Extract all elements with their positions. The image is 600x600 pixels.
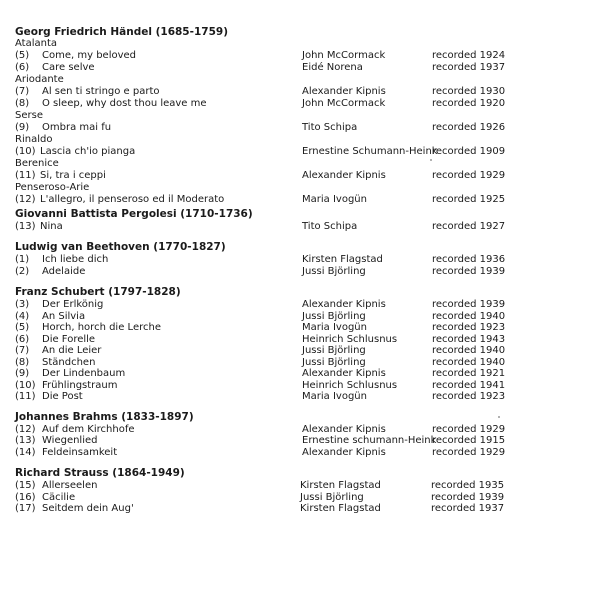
opera-label: Ariodante (15, 74, 64, 85)
track-recorded: recorded 1937 (432, 62, 506, 73)
opera-label: Penseroso-Arie (15, 182, 90, 193)
track-number: (16) (15, 492, 36, 503)
track-title: Adelaide (42, 266, 86, 277)
track-recorded: recorded 1929 (432, 424, 506, 435)
track-row (0, 50, 600, 62)
track-recorded: recorded 1929 (432, 447, 506, 458)
track-title: Nina (40, 221, 63, 232)
track-title: Si, tra i ceppi (40, 170, 106, 181)
track-recorded: recorded 1939 (432, 299, 506, 310)
track-title: Care selve (42, 62, 95, 73)
track-title: Ombra mai fu (42, 122, 112, 133)
track-recorded: recorded 1930 (432, 86, 506, 97)
track-row (0, 345, 600, 357)
track-singer: John McCormack (302, 50, 386, 61)
opera-label: Rinaldo (15, 134, 53, 145)
track-recorded: recorded 1940 (432, 357, 506, 368)
track-title: Der Erlkönig (42, 299, 104, 310)
track-number: (8) (15, 98, 30, 109)
track-title: Wiegenlied (42, 435, 98, 446)
track-recorded: recorded 1929 (432, 170, 506, 181)
track-singer: Heinrich Schlusnus (302, 334, 398, 345)
track-number: (1) (15, 254, 30, 265)
track-recorded: recorded 1939 (432, 266, 506, 277)
track-number: (11) (15, 170, 36, 181)
track-singer: Jussi Björling (300, 492, 364, 503)
track-singer: Alexander Kipnis (302, 447, 386, 458)
track-recorded: recorded 1935 (431, 480, 505, 491)
track-number: (7) (15, 86, 30, 97)
track-number: (2) (15, 266, 30, 277)
track-title: Die Forelle (42, 334, 96, 345)
track-recorded: recorded 1940 (432, 345, 506, 356)
track-singer: Ernestine schumann-Heink (302, 435, 437, 446)
composer-heading: Giovanni Battista Pergolesi (1710-1736) (15, 208, 253, 220)
track-singer: Ernestine Schumann-Heink (302, 146, 438, 157)
track-recorded: recorded 1920 (432, 98, 506, 109)
track-number: (5) (15, 50, 30, 61)
track-singer: Eidé Norena (302, 62, 363, 73)
track-number: (9) (15, 122, 30, 133)
track-title: Al sen ti stringo e parto (42, 86, 160, 97)
track-singer: John McCormack (302, 98, 386, 109)
track-recorded: recorded 1939 (431, 492, 505, 503)
track-recorded: recorded 1921 (432, 368, 506, 379)
track-title: Ständchen (42, 357, 96, 368)
track-number: (6) (15, 62, 30, 73)
track-row (0, 86, 600, 98)
track-title: Feldeinsamkeit (42, 447, 118, 458)
track-title: Allerseelen (42, 480, 98, 491)
track-title: Frühlingstraum (42, 380, 118, 391)
track-singer: Maria Ivogün (302, 391, 367, 402)
track-row (0, 62, 600, 74)
track-singer: Alexander Kipnis (302, 299, 386, 310)
track-recorded: recorded 1923 (432, 322, 506, 333)
opera-label: Berenice (15, 158, 59, 169)
track-number: (13) (15, 435, 36, 446)
track-singer: Alexander Kipnis (302, 86, 386, 97)
track-singer: Kirsten Flagstad (300, 503, 381, 514)
track-row (0, 503, 600, 515)
track-recorded: recorded 1927 (432, 221, 506, 232)
print-speck (430, 159, 432, 161)
track-recorded: recorded 1924 (432, 50, 506, 61)
print-speck (498, 416, 500, 418)
track-row (0, 266, 600, 278)
composer-heading: Richard Strauss (1864-1949) (15, 467, 185, 479)
track-number: (11) (15, 391, 36, 402)
track-number: (15) (15, 480, 36, 491)
track-row (0, 122, 600, 134)
track-row (0, 170, 600, 182)
track-title: An Silvia (42, 311, 86, 322)
track-row (0, 322, 600, 334)
track-singer: Jussi Björling (302, 345, 366, 356)
track-recorded: recorded 1926 (432, 122, 506, 133)
track-number: (6) (15, 334, 30, 345)
track-row (0, 98, 600, 110)
track-singer: Alexander Kipnis (302, 424, 386, 435)
track-number: (14) (15, 447, 36, 458)
track-row (0, 194, 600, 206)
track-singer: Alexander Kipnis (302, 368, 386, 379)
track-row (0, 368, 600, 380)
track-singer: Tito Schipa (302, 122, 358, 133)
track-singer: Maria Ivogün (302, 194, 367, 205)
track-number: (5) (15, 322, 30, 333)
track-number: (17) (15, 503, 36, 514)
track-recorded: recorded 1909 (432, 146, 506, 157)
composer-heading: Johannes Brahms (1833-1897) (15, 411, 194, 423)
track-title: An die Leier (42, 345, 102, 356)
track-title: Lascia ch'io pianga (40, 146, 136, 157)
opera-label: Atalanta (15, 38, 58, 49)
track-title: Die Post (42, 391, 83, 402)
track-number: (10) (15, 380, 36, 391)
track-number: (8) (15, 357, 30, 368)
track-singer: Kirsten Flagstad (302, 254, 383, 265)
track-singer: Heinrich Schlusnus (302, 380, 398, 391)
track-recorded: recorded 1937 (431, 503, 505, 514)
track-singer: Jussi Björling (302, 266, 366, 277)
track-singer: Kirsten Flagstad (300, 480, 381, 491)
track-number: (10) (15, 146, 36, 157)
track-number: (3) (15, 299, 30, 310)
track-title: Ich liebe dich (42, 254, 109, 265)
track-singer: Alexander Kipnis (302, 170, 386, 181)
track-number: (9) (15, 368, 30, 379)
track-row (0, 480, 600, 492)
track-recorded: recorded 1941 (432, 380, 506, 391)
composer-heading: Georg Friedrich Händel (1685-1759) (15, 26, 228, 38)
track-singer: Jussi Björling (302, 311, 366, 322)
track-number: (12) (15, 424, 36, 435)
composer-heading: Franz Schubert (1797-1828) (15, 286, 181, 298)
track-recorded: recorded 1923 (432, 391, 506, 402)
track-row (0, 146, 600, 158)
track-recorded: recorded 1925 (432, 194, 506, 205)
composer-heading: Ludwig van Beethoven (1770-1827) (15, 241, 226, 253)
track-title: Der Lindenbaum (42, 368, 126, 379)
track-row (0, 447, 600, 459)
track-row (0, 221, 600, 233)
track-title: Seitdem dein Aug' (42, 503, 134, 514)
track-recorded: recorded 1940 (432, 311, 506, 322)
track-title: Horch, horch die Lerche (42, 322, 161, 333)
track-row (0, 435, 600, 447)
track-title: Auf dem Kirchhofe (42, 424, 135, 435)
track-recorded: recorded 1943 (432, 334, 506, 345)
track-row (0, 391, 600, 403)
track-title: O sleep, why dost thou leave me (42, 98, 207, 109)
track-title: Cäcilie (42, 492, 76, 503)
track-singer: Maria Ivogün (302, 322, 367, 333)
track-number: (4) (15, 311, 30, 322)
track-number: (13) (15, 221, 36, 232)
track-row (0, 254, 600, 266)
track-singer: Jussi Björling (302, 357, 366, 368)
track-row (0, 299, 600, 311)
track-title: L'allegro, il penseroso ed il Moderato (40, 194, 225, 205)
opera-label: Serse (15, 110, 43, 121)
track-number: (12) (15, 194, 36, 205)
track-title: Come, my beloved (42, 50, 137, 61)
track-recorded: recorded 1936 (432, 254, 506, 265)
track-recorded: recorded 1915 (432, 435, 506, 446)
track-number: (7) (15, 345, 30, 356)
track-singer: Tito Schipa (302, 221, 358, 232)
